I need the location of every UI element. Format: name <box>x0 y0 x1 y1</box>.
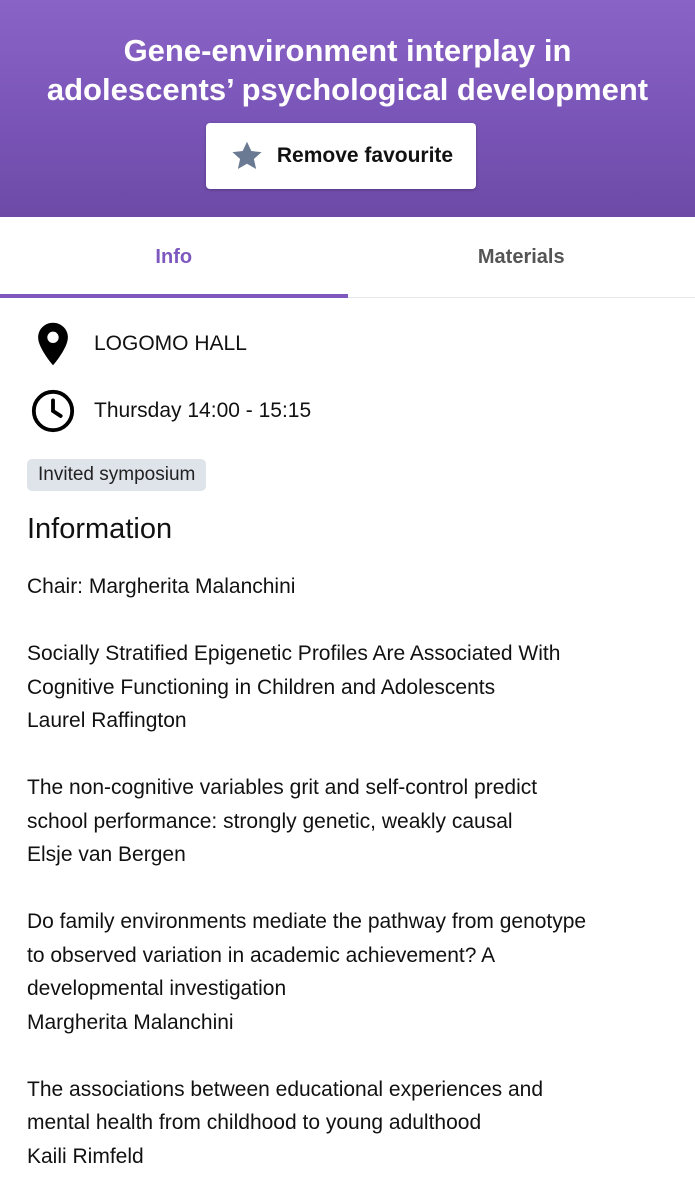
talk-speaker: Kaili Rimfeld <box>27 1144 144 1168</box>
tab-info[interactable]: Info <box>0 217 348 297</box>
talk-title-line: Cognitive Functioning in Children and Adolescents <box>27 675 496 699</box>
talk-title-line: to observed variation in academic achievement? A <box>27 943 496 967</box>
location-pin-icon <box>30 321 76 367</box>
location-text: LOGOMO HALL <box>94 332 247 355</box>
location-row <box>0 319 695 369</box>
talk-title-line: school performance: strongly genetic, weakly causal <box>27 809 513 833</box>
session-title: Gene-environment interplay in adolescents’ psychological development <box>46 33 649 107</box>
star-icon <box>229 138 265 174</box>
talk-speaker: Elsje van Bergen <box>27 843 186 866</box>
talk-title-line: Socially Stratified Epigenetic Profiles Are Associated With <box>27 642 561 665</box>
talk-speaker: Laurel Raffington <box>27 709 187 732</box>
information-body <box>27 570 677 1173</box>
talk-title-line: The non-cognitive variables grit and self-control predict <box>27 776 538 799</box>
information-heading: Information <box>27 513 173 545</box>
talk-title-line: Do family environments mediate the pathway from genotype <box>27 910 587 933</box>
clock-icon <box>30 388 76 434</box>
tab-bar <box>0 217 695 298</box>
talk-title-line: mental health from childhood to young adulthood <box>27 1111 482 1134</box>
session-type-badge: Invited symposium <box>27 459 206 491</box>
remove-favourite-button[interactable] <box>206 123 476 189</box>
talk-title-line: developmental investigation <box>27 977 287 1000</box>
time-row <box>0 386 695 436</box>
tab-materials[interactable]: Materials <box>477 245 565 268</box>
time-text: Thursday 14:00 - 15:15 <box>94 399 312 422</box>
chair-text: Chair: Margherita Malanchini <box>27 575 296 598</box>
remove-favourite-label: Remove favourite <box>276 144 454 167</box>
talk-speaker: Margherita Malanchini <box>27 1010 234 1034</box>
talk-title-line: The associations between educational experiences and <box>27 1077 544 1101</box>
